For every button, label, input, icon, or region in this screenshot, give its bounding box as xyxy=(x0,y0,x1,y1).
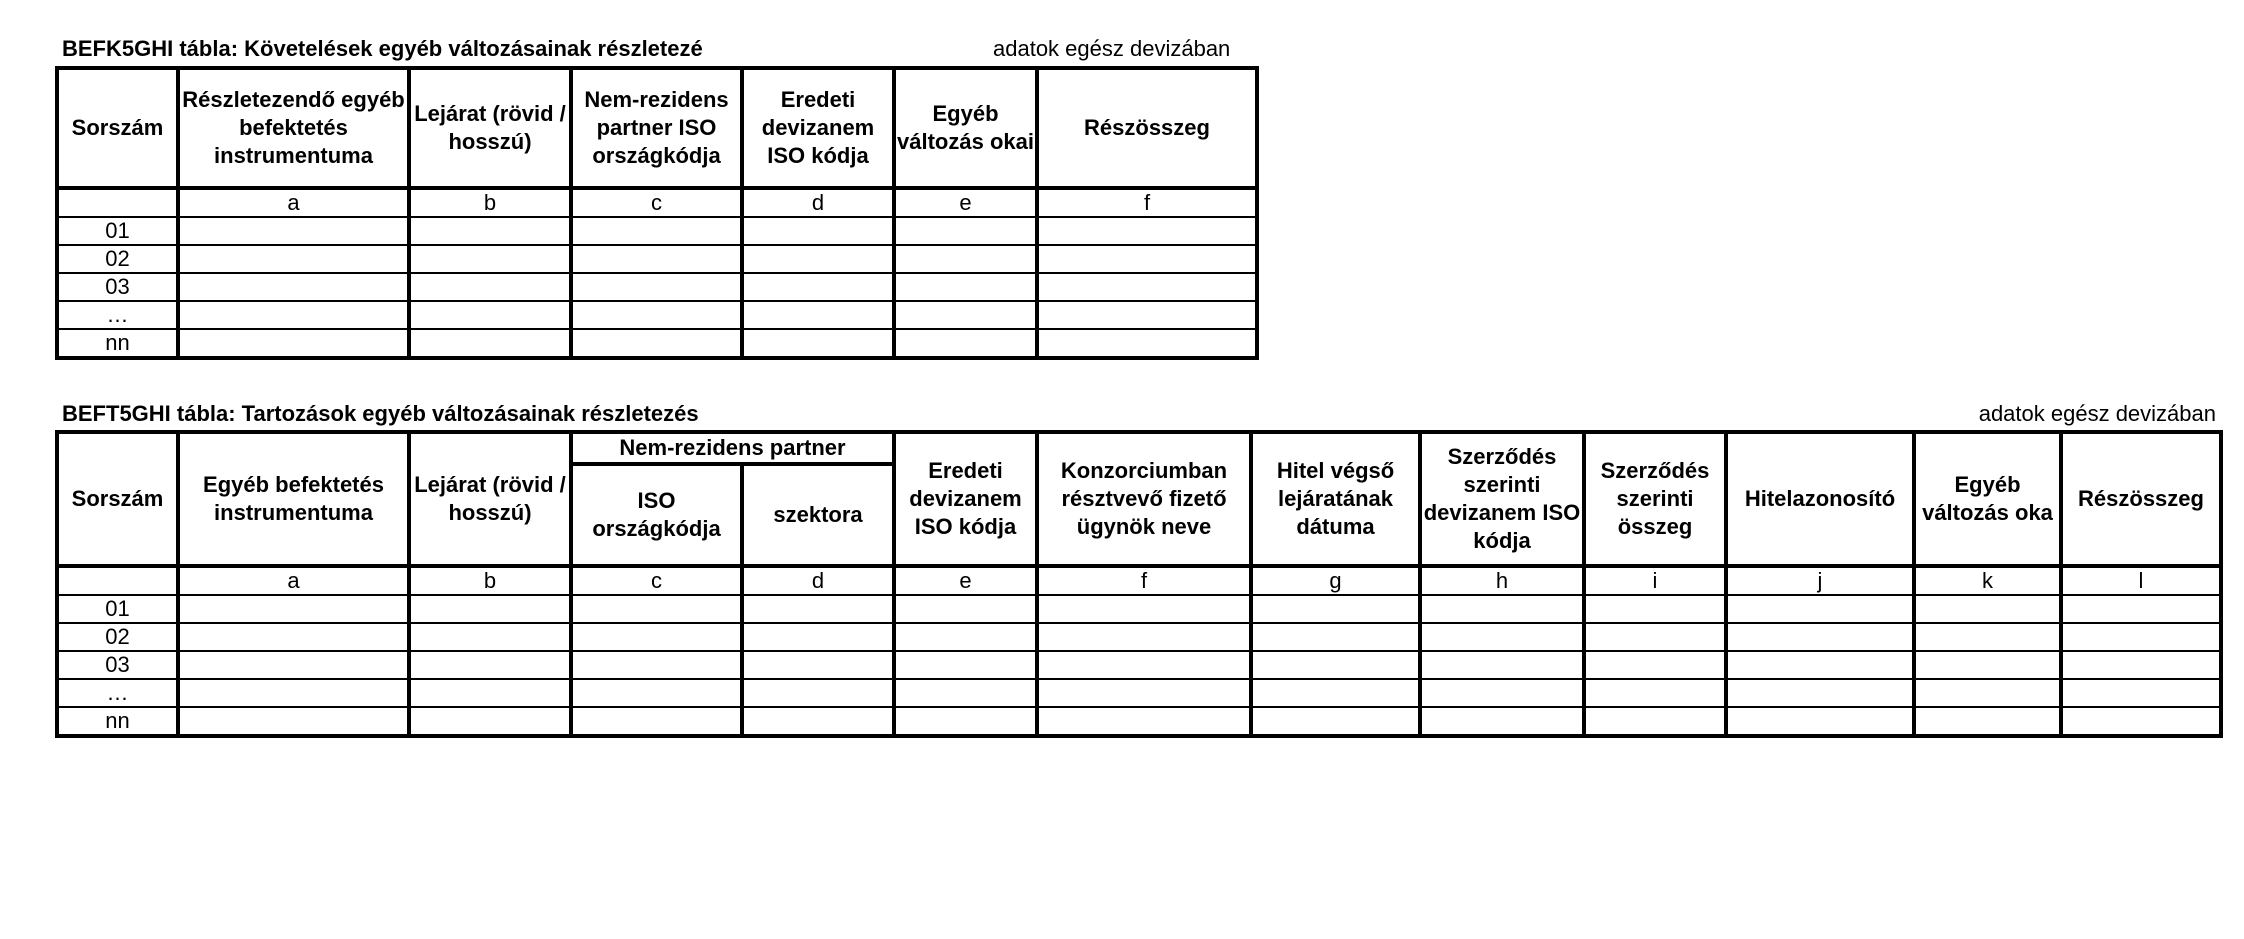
data-cell[interactable] xyxy=(178,245,409,273)
data-cell[interactable] xyxy=(1037,707,1251,736)
t2-header-partner-group: Nem-rezidens partner xyxy=(571,432,894,464)
t2-header-reszosszeg: Részösszeg xyxy=(2061,432,2221,566)
t2-letter xyxy=(57,566,178,595)
data-cell[interactable] xyxy=(1037,245,1257,273)
data-cell[interactable] xyxy=(1726,679,1914,707)
data-cell[interactable] xyxy=(1584,707,1726,736)
table-row xyxy=(57,707,2221,736)
table1-unit: adatok egész devizában xyxy=(993,36,1231,61)
t1-letter: f xyxy=(1037,188,1257,217)
t2-letter: k xyxy=(1914,566,2061,595)
data-cell[interactable] xyxy=(742,707,894,736)
t2-letter: e xyxy=(894,566,1037,595)
data-cell[interactable] xyxy=(742,623,894,651)
t1-letter: a xyxy=(178,188,409,217)
data-cell[interactable] xyxy=(894,273,1037,301)
t1-letter: d xyxy=(742,188,894,217)
table-row xyxy=(57,651,2221,679)
t2-header-szerz-osszeg: Szerződés szerinti összeg xyxy=(1584,432,1726,566)
data-cell[interactable] xyxy=(409,707,571,736)
data-cell[interactable] xyxy=(894,245,1037,273)
t2-header-szerz-deviza: Szerződés szerinti devizanem ISO kódja xyxy=(1420,432,1584,566)
data-cell[interactable] xyxy=(742,245,894,273)
t2-header-instrument: Egyéb befektetés instrumentuma xyxy=(178,432,409,566)
t2-letter: c xyxy=(571,566,742,595)
data-cell[interactable] xyxy=(1037,595,1251,623)
data-cell[interactable] xyxy=(894,329,1037,358)
data-cell[interactable] xyxy=(1420,707,1584,736)
data-cell[interactable] xyxy=(742,217,894,245)
data-cell[interactable] xyxy=(1726,595,1914,623)
table-row xyxy=(57,595,2221,623)
data-cell[interactable] xyxy=(1914,707,2061,736)
table2-title: BEFT5GHI tábla: Tartozások egyéb változásainak részletezés xyxy=(62,401,699,426)
data-cell[interactable] xyxy=(894,623,1037,651)
table-row xyxy=(57,329,1257,358)
t1-letter: b xyxy=(409,188,571,217)
data-cell[interactable] xyxy=(1037,623,1251,651)
t2-letter: a xyxy=(178,566,409,595)
t2-header-hitel-vegso: Hitel végső lejáratának dátuma xyxy=(1251,432,1420,566)
table-row xyxy=(57,273,1257,301)
data-cell[interactable] xyxy=(178,301,409,329)
row-number: 01 xyxy=(57,217,178,245)
data-cell[interactable] xyxy=(1420,623,1584,651)
data-cell[interactable] xyxy=(894,301,1037,329)
data-cell[interactable] xyxy=(1037,217,1257,245)
data-cell[interactable] xyxy=(742,273,894,301)
data-cell[interactable] xyxy=(1914,651,2061,679)
data-cell[interactable] xyxy=(894,595,1037,623)
data-cell[interactable] xyxy=(2061,651,2221,679)
t1-header-egyeb: Egyéb változás okai xyxy=(894,68,1037,188)
data-cell[interactable] xyxy=(571,329,742,358)
row-number: 02 xyxy=(57,245,178,273)
table1 xyxy=(55,66,1259,360)
data-cell[interactable] xyxy=(409,301,571,329)
data-cell[interactable] xyxy=(571,245,742,273)
data-cell[interactable] xyxy=(1420,595,1584,623)
table-row xyxy=(57,245,1257,273)
table-row xyxy=(57,623,2221,651)
row-number: … xyxy=(57,301,178,329)
data-cell[interactable] xyxy=(178,273,409,301)
data-cell[interactable] xyxy=(1584,679,1726,707)
row-number: 03 xyxy=(57,651,178,679)
data-cell[interactable] xyxy=(409,273,571,301)
data-cell[interactable] xyxy=(1726,651,1914,679)
data-cell[interactable] xyxy=(409,651,571,679)
row-number: nn xyxy=(57,707,178,736)
data-cell[interactable] xyxy=(1420,679,1584,707)
table-row xyxy=(57,679,2221,707)
data-cell[interactable] xyxy=(1037,679,1251,707)
data-cell[interactable] xyxy=(178,217,409,245)
data-cell[interactable] xyxy=(894,707,1037,736)
data-cell[interactable] xyxy=(1914,595,2061,623)
table1-title: BEFK5GHI tábla: Követelések egyéb változásainak részletezé xyxy=(62,36,703,61)
t1-header-instrument: Részletezendő egyéb befektetés instrumentuma xyxy=(178,68,409,188)
t1-header-lejarat: Lejárat (rövid / hosszú) xyxy=(409,68,571,188)
data-cell[interactable] xyxy=(178,679,409,707)
t2-letter: d xyxy=(742,566,894,595)
data-cell[interactable] xyxy=(742,301,894,329)
data-cell[interactable] xyxy=(2061,707,2221,736)
t2-header-sorszam: Sorszám xyxy=(57,432,178,566)
data-cell[interactable] xyxy=(571,273,742,301)
t2-letter: h xyxy=(1420,566,1584,595)
data-cell[interactable] xyxy=(571,623,742,651)
data-cell[interactable] xyxy=(742,651,894,679)
t1-header-iso: Nem-rezidens partner ISO országkódja xyxy=(571,68,742,188)
data-cell[interactable] xyxy=(178,651,409,679)
table-row xyxy=(57,217,1257,245)
data-cell[interactable] xyxy=(571,595,742,623)
data-cell[interactable] xyxy=(178,707,409,736)
t2-header-lejarat: Lejárat (rövid / hosszú) xyxy=(409,432,571,566)
data-cell[interactable] xyxy=(894,217,1037,245)
data-cell[interactable] xyxy=(1251,651,1420,679)
t1-header-reszosszeg: Részösszeg xyxy=(1037,68,1257,188)
row-number: nn xyxy=(57,329,178,358)
t2-letter: l xyxy=(2061,566,2221,595)
data-cell[interactable] xyxy=(2061,623,2221,651)
row-number: 02 xyxy=(57,623,178,651)
t1-header-sorszam: Sorszám xyxy=(57,68,178,188)
data-cell[interactable] xyxy=(571,217,742,245)
data-cell[interactable] xyxy=(1584,651,1726,679)
data-cell[interactable] xyxy=(2061,679,2221,707)
data-cell[interactable] xyxy=(742,595,894,623)
data-cell[interactable] xyxy=(571,301,742,329)
t1-letter: e xyxy=(894,188,1037,217)
data-cell[interactable] xyxy=(742,679,894,707)
t1-letter-row xyxy=(57,188,1257,217)
data-cell[interactable] xyxy=(178,595,409,623)
t2-header-eredeti: Eredeti devizanem ISO kódja xyxy=(894,432,1037,566)
data-cell[interactable] xyxy=(409,623,571,651)
t2-header-egyeb: Egyéb változás oka xyxy=(1914,432,2061,566)
table2 xyxy=(55,430,2223,738)
row-number: … xyxy=(57,679,178,707)
data-cell[interactable] xyxy=(409,245,571,273)
data-cell[interactable] xyxy=(1584,623,1726,651)
data-cell[interactable] xyxy=(409,595,571,623)
data-cell[interactable] xyxy=(1037,301,1257,329)
data-cell[interactable] xyxy=(1584,595,1726,623)
data-cell[interactable] xyxy=(571,679,742,707)
data-cell[interactable] xyxy=(1037,651,1251,679)
data-cell[interactable] xyxy=(1251,595,1420,623)
data-cell[interactable] xyxy=(178,329,409,358)
t2-letter: i xyxy=(1584,566,1726,595)
data-cell[interactable] xyxy=(1726,623,1914,651)
data-cell[interactable] xyxy=(571,651,742,679)
data-cell[interactable] xyxy=(409,329,571,358)
data-cell[interactable] xyxy=(1037,273,1257,301)
data-cell[interactable] xyxy=(2061,595,2221,623)
row-number: 01 xyxy=(57,595,178,623)
data-cell[interactable] xyxy=(409,679,571,707)
t1-letter: c xyxy=(571,188,742,217)
t1-header-eredeti: Eredeti devizanem ISO kódja xyxy=(742,68,894,188)
data-cell[interactable] xyxy=(409,217,571,245)
data-cell[interactable] xyxy=(178,623,409,651)
data-cell[interactable] xyxy=(1037,329,1257,358)
t2-letter: g xyxy=(1251,566,1420,595)
data-cell[interactable] xyxy=(1914,623,2061,651)
data-cell[interactable] xyxy=(1251,679,1420,707)
t2-letter: f xyxy=(1037,566,1251,595)
data-cell[interactable] xyxy=(1420,651,1584,679)
data-cell[interactable] xyxy=(571,707,742,736)
t2-letter: b xyxy=(409,566,571,595)
t2-header-hitelazonosito: Hitelazonosító xyxy=(1726,432,1914,566)
t2-header-konzorcium: Konzorciumban résztvevő fizető ügynök neve xyxy=(1037,432,1251,566)
t2-header-iso: ISO országkódja xyxy=(571,464,742,566)
table-row xyxy=(57,301,1257,329)
data-cell[interactable] xyxy=(894,679,1037,707)
row-number: 03 xyxy=(57,273,178,301)
table2-unit: adatok egész devizában xyxy=(1978,401,2216,426)
t1-letter xyxy=(57,188,178,217)
data-cell[interactable] xyxy=(1726,707,1914,736)
data-cell[interactable] xyxy=(1251,623,1420,651)
data-cell[interactable] xyxy=(1914,679,2061,707)
t2-letter-row xyxy=(57,566,2221,595)
data-cell[interactable] xyxy=(894,651,1037,679)
data-cell[interactable] xyxy=(742,329,894,358)
t2-header-szektora: szektora xyxy=(742,464,894,566)
data-cell[interactable] xyxy=(1251,707,1420,736)
t2-letter: j xyxy=(1726,566,1914,595)
